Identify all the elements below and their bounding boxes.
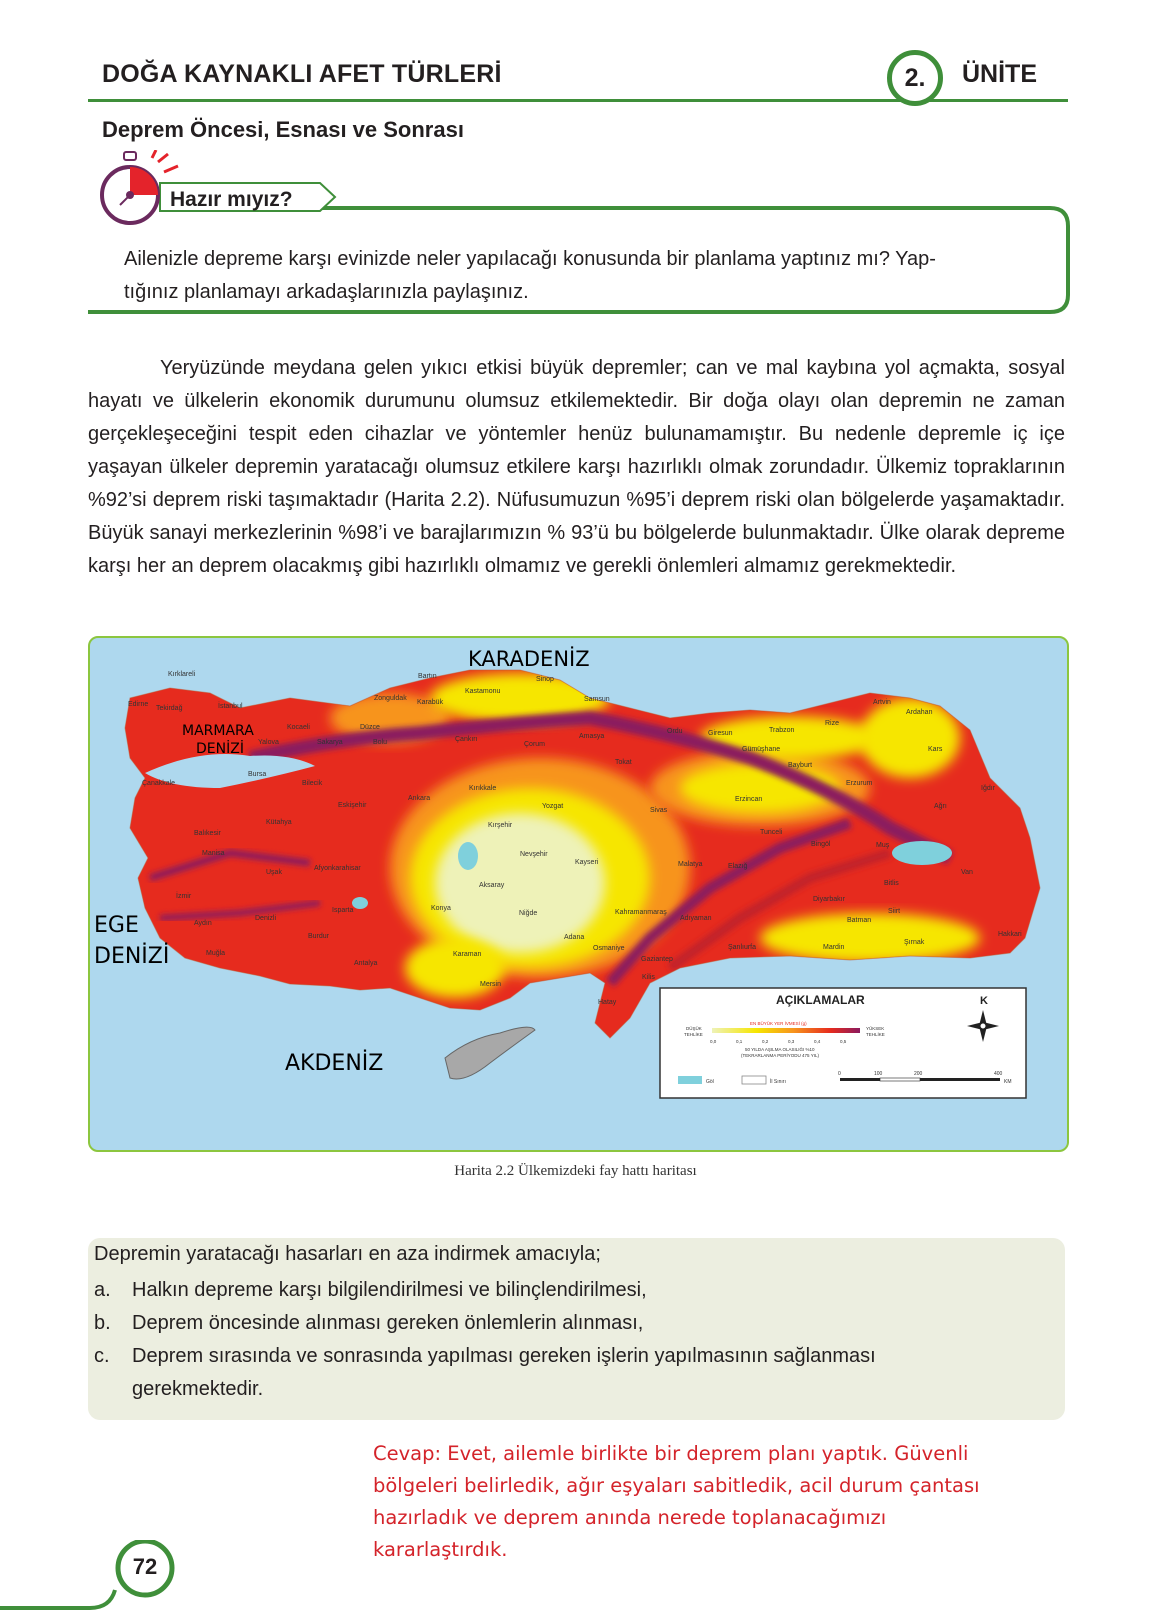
city-label: Karaman bbox=[453, 951, 482, 958]
ready-question-line-2: tığınız planlamayı arkadaşlarınızla paylaşınız. bbox=[124, 281, 529, 303]
city-label: Mardin bbox=[823, 944, 845, 951]
ready-tag: Hazır mıyız? bbox=[170, 188, 293, 211]
scale-tick: 200 bbox=[914, 1071, 923, 1077]
city-label: Batman bbox=[847, 917, 872, 924]
info-item-text: Deprem sırasında ve sonrasında yapılması gereken işlerin yapılmasının sağlanması gerekmektedir. bbox=[132, 1345, 876, 1400]
city-label: Şırnak bbox=[904, 939, 925, 946]
legend-high-2: TEHLİKE bbox=[866, 1032, 885, 1037]
border-swatch bbox=[742, 1076, 766, 1084]
city-label: Niğde bbox=[519, 910, 538, 917]
handwritten-answer: Cevap: Evet, ailemle birlikte bir deprem planı yaptık. Güvenli bölgeleri belirledik, ağır eşyaları sabitledik, acil durum çantası hazırladık ve deprem anında nerede toplanacağımızı kararlaştırdık. bbox=[373, 1442, 980, 1561]
city-label: Hakkari bbox=[998, 931, 1022, 938]
city-label: Gümüşhane bbox=[742, 746, 781, 753]
legend-note-2: (TEKRARLANMA PERİYODU 475 YIL) bbox=[741, 1053, 819, 1058]
city-label: Uşak bbox=[266, 869, 282, 876]
city-label: Kayseri bbox=[575, 859, 599, 866]
legend-border-label: İl Sınırı bbox=[770, 1079, 786, 1085]
city-label: Malatya bbox=[678, 861, 703, 868]
main-paragraph-text: Yeryüzünde meydana gelen yıkıcı etkisi büyük depremler; can ve mal kaybına yol açmakta, sosyal hayatı ve ülkelerin ekonomik durumunu olumsuz etkilemektedir. Bir doğa olayı olan depremin ne zaman gerçekleşeceğini tespit eden cihazlar ve yöntemler henüz bulunamamıştır. Bu nedenle depremle iç içe yaşayan ülkeler depremin yaratacağı olumsuz etkilere karşı hazırlıklı olmak zorundadır. Ülkemiz topraklarının %92’si deprem riski taşımaktadır (Harita 2.2). Nüfusumuzun %95’i deprem riski olan bölgelerde yaşamaktadır. Büyük sanayi merkezlerinin %98’i ve barajlarımızın % 93’ü bu bölgelerde bulunmaktadır. Ülke olarak depreme karşı her an deprem olacakmış gibi hazırlıklı olmamız ve gerekli önlemleri almamız gerekmektedir. bbox=[88, 357, 1065, 577]
city-label: Bolu bbox=[373, 739, 388, 746]
city-label: İstanbul bbox=[218, 703, 243, 710]
city-label: Düzce bbox=[360, 724, 380, 731]
city-label: Giresun bbox=[708, 730, 733, 737]
info-item-label: b. bbox=[94, 1312, 111, 1334]
city-label: Yalova bbox=[258, 739, 279, 746]
map-legend bbox=[660, 988, 1026, 1098]
city-label: Mersin bbox=[480, 981, 502, 988]
legend-tick: 0,1 bbox=[736, 1039, 743, 1044]
city-label: Konya bbox=[431, 905, 451, 912]
info-item-label: c. bbox=[94, 1345, 110, 1367]
city-label: Sakarya bbox=[317, 739, 343, 746]
city-label: Aydın bbox=[194, 920, 212, 927]
city-label: Sivas bbox=[650, 807, 668, 814]
city-label: Kütahya bbox=[266, 819, 292, 826]
city-label: Ordu bbox=[667, 728, 683, 735]
scale-tick: 0 bbox=[838, 1071, 841, 1077]
city-label: Trabzon bbox=[769, 727, 795, 734]
distance-scale-bar bbox=[840, 1078, 1000, 1081]
city-label: Isparta bbox=[332, 907, 354, 914]
legend-tick: 0,5 bbox=[840, 1039, 847, 1044]
city-label: Rize bbox=[825, 720, 840, 727]
city-label: Nevşehir bbox=[520, 851, 548, 858]
info-item-text: Halkın depreme karşı bilgilendirilmesi ve bilinçlendirilmesi, bbox=[132, 1279, 647, 1301]
north-label: K bbox=[980, 995, 988, 1007]
turkey-hazard-map bbox=[90, 638, 1067, 1150]
info-item-label: a. bbox=[94, 1279, 111, 1301]
info-list-item bbox=[94, 1307, 1012, 1340]
legend-tick: 0,2 bbox=[762, 1039, 769, 1044]
city-label: Diyarbakır bbox=[813, 896, 845, 903]
info-list-item bbox=[94, 1274, 1012, 1307]
city-label: Kırıkkale bbox=[469, 785, 497, 792]
city-label: Adana bbox=[564, 934, 585, 941]
sea-label-akdeniz: AKDENİZ bbox=[285, 1051, 384, 1076]
sea-label-ege-1: EGE bbox=[94, 913, 139, 938]
city-label: Aksaray bbox=[479, 882, 505, 889]
lake-swatch bbox=[678, 1076, 702, 1084]
city-label: Bingöl bbox=[811, 841, 831, 848]
info-intro: Depremin yaratacağı hasarları en aza indirmek amacıyla; bbox=[94, 1243, 601, 1265]
ready-question-line-1: Ailenizle depreme karşı evinizde neler yapılacağı konusunda bir planlama yaptınız mı? Yap- bbox=[124, 248, 936, 270]
city-label: Erzincan bbox=[735, 796, 763, 803]
legend-tick: 0,4 bbox=[814, 1039, 821, 1044]
city-label: Kırşehir bbox=[488, 822, 513, 829]
unit-label: ÜNİTE bbox=[962, 60, 1037, 88]
city-label: Ağrı bbox=[934, 803, 947, 810]
city-label: Iğdır bbox=[981, 785, 996, 792]
city-label: Gaziantep bbox=[641, 956, 673, 963]
city-label: Amasya bbox=[579, 733, 605, 740]
legend-high-1: YÜKSEK bbox=[866, 1026, 885, 1031]
legend-low-2: TEHLİKE bbox=[684, 1032, 703, 1037]
legend-scale-title: EN BÜYÜK YER İVMESİ (g) bbox=[750, 1021, 807, 1026]
city-label: Yozgat bbox=[542, 803, 564, 810]
legend-tick: 0,3 bbox=[788, 1039, 795, 1044]
city-label: Çankırı bbox=[455, 736, 478, 743]
city-label: Sinop bbox=[536, 676, 554, 683]
city-label: Kilis bbox=[642, 974, 655, 981]
city-label: Siirt bbox=[888, 908, 901, 915]
city-label: Adıyaman bbox=[680, 915, 712, 922]
city-label: Ankara bbox=[408, 795, 431, 802]
city-label: Elazığ bbox=[728, 863, 748, 870]
sea-label-ege-2: DENİZİ bbox=[94, 944, 170, 969]
city-label: Van bbox=[961, 869, 973, 876]
city-label: Balıkesir bbox=[194, 830, 221, 837]
city-label: İzmir bbox=[176, 893, 192, 900]
city-label: Afyonkarahisar bbox=[314, 865, 361, 872]
city-label: Tokat bbox=[615, 759, 632, 766]
city-label: Çorum bbox=[524, 741, 546, 748]
footer-decoration bbox=[0, 1540, 240, 1624]
legend-title: AÇIKLAMALAR bbox=[776, 993, 865, 1007]
city-label: Eskişehir bbox=[338, 802, 367, 809]
city-label: Bilecik bbox=[302, 780, 323, 787]
scale-tick: 400 bbox=[994, 1071, 1003, 1077]
map-caption: Harita 2.2 Ülkemizdeki fay hattı haritası bbox=[454, 1163, 697, 1179]
city-label: Erzurum bbox=[846, 780, 873, 787]
legend-lake-label: Göl bbox=[706, 1079, 714, 1085]
city-label: Muş bbox=[876, 842, 890, 849]
city-label: Bartın bbox=[418, 673, 437, 680]
sea-label-karadeniz: KARADENİZ bbox=[468, 647, 590, 671]
city-label: Zonguldak bbox=[374, 695, 407, 702]
city-label: Denizli bbox=[255, 915, 277, 922]
scale-tick: 100 bbox=[874, 1071, 883, 1077]
hazard-color-scale bbox=[712, 1028, 860, 1033]
city-label: Kocaeli bbox=[287, 724, 310, 731]
sea-label-marmara-2: DENİZİ bbox=[196, 741, 244, 757]
city-label: Artvin bbox=[873, 699, 891, 706]
info-item-text: Deprem öncesinde alınması gereken önlemlerin alınması, bbox=[132, 1312, 644, 1334]
city-label: Bayburt bbox=[788, 762, 813, 769]
city-label: Tekirdağ bbox=[156, 705, 183, 712]
city-label: Edirne bbox=[128, 701, 149, 708]
city-label: Kırklareli bbox=[168, 671, 196, 678]
city-label: Kastamonu bbox=[465, 688, 501, 695]
city-label: Osmaniye bbox=[593, 945, 625, 952]
page-number: 72 bbox=[132, 1554, 158, 1579]
legend-low-1: DÜŞÜK bbox=[686, 1026, 702, 1031]
info-list-item bbox=[94, 1340, 1012, 1406]
main-paragraph bbox=[88, 352, 1065, 583]
city-label: Bursa bbox=[248, 771, 267, 778]
fault-line-map bbox=[88, 636, 1069, 1152]
city-label: Samsun bbox=[584, 696, 610, 703]
section-title: Deprem Öncesi, Esnası ve Sonrası bbox=[102, 117, 464, 142]
city-label: Bitlis bbox=[884, 880, 899, 887]
city-label: Muğla bbox=[206, 950, 226, 957]
sea-label-marmara-1: MARMARA bbox=[182, 723, 254, 739]
city-label: Kahramanmaraş bbox=[615, 909, 667, 916]
city-label: Tunceli bbox=[760, 829, 783, 836]
city-label: Çanakkale bbox=[142, 780, 176, 787]
unit-number: 2. bbox=[904, 64, 926, 92]
city-label: Burdur bbox=[308, 933, 330, 940]
city-label: Hatay bbox=[598, 999, 617, 1006]
city-label: Karabük bbox=[417, 699, 444, 706]
scale-unit: KM bbox=[1004, 1079, 1012, 1085]
chapter-title: DOĞA KAYNAKLI AFET TÜRLERİ bbox=[102, 60, 502, 88]
city-label: Antalya bbox=[354, 960, 378, 967]
city-label: Kars bbox=[928, 746, 943, 753]
legend-note-1: 50 YILDA AŞILMA OLASILIĞI %10 bbox=[745, 1047, 815, 1052]
ready-question bbox=[124, 243, 1054, 309]
city-label: Ardahan bbox=[906, 709, 933, 716]
city-label: Manisa bbox=[202, 850, 225, 857]
city-label: Şanlıurfa bbox=[728, 944, 757, 951]
legend-tick: 0,0 bbox=[710, 1039, 717, 1044]
